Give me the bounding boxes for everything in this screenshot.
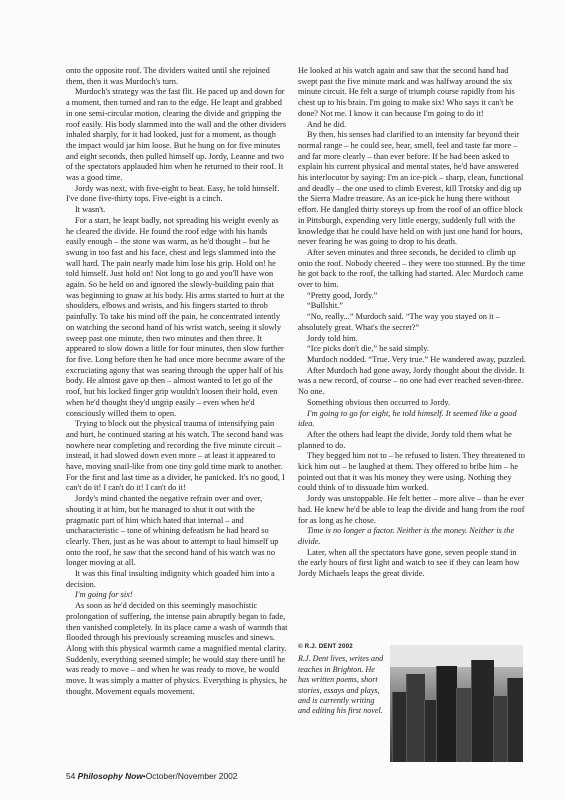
copyright-notice: © R.J. DENT 2002 [298,643,353,650]
paragraph: It wasn't. [75,205,106,215]
paragraph: After Murdoch had gone away, Jordy thought about the divide. It was a new record, of course – no one had ever reached seven-three. No one. [298,365,525,397]
photo-building [456,688,472,762]
paragraph: For a start, he leapt badly, not spreading his weight evenly as he cleared the divide. He found the roof edge with his hands easily enough – the stone was warm, as he'd thought – but he swung in too fast and his face, chest and legs slammed into the wall hard. The pain nearly made him lose his grip. Hold on! he told himself. Just hold on! Not long to go and you'll have won again. So he held on and ignored the slowly-building pain that was beginning to gnaw at his body. His arms started to hurt at the shoulders, elbows and wrists, and his fingers started to throb painfully. To take his mind off the pain, he concentrated intently on watching the second hand of his wrist watch, seeing it slowly sweep past one minute, then two minutes and then three. It appeared to slow down a little for four minutes, then slow further for five. Long before then he had once more become aware of the excruciating agony that was searing through the upper half of his body. He almost gave up then – almost wanted to let go of the roof, but his locked finger grip wouldn't loosen their hold, even when he'd thought they'd ungrip easily – even when he'd consciously willed them to open. [66,215,285,418]
author-bio [298,642,386,717]
issue-date: October/November 2002 [145,771,238,781]
author-bio-text: R.J. Dent lives, writes and teaches in Brighton. He has written poems, short stories, essays and plays, and is currently writing and editing his first novel. [298,654,384,716]
paragraph: “Ice picks don't die,” he said simply. [307,344,429,354]
paragraph: And he did. [307,119,347,129]
page-number: 54 [66,771,76,781]
photo-sky [390,645,523,667]
photo-building [436,666,457,762]
photo-building [471,660,494,762]
paragraph: I'm going to go for eight, he told himself. It seemed like a good idea. [298,408,517,429]
paragraph: After seven minutes and three seconds, he decided to climb up onto the roof. Nobody cheered – they were too stunned. By the time he got back to the roof, the talking had started. Alec Murdoch came over to him. [298,247,526,290]
paragraph: I'm going for six! [75,590,133,600]
magazine-name: Philosophy Now [77,771,143,781]
paragraph: “No, really...” Murdoch said. “The way you stayed on it – absolutely great. What's the secret?” [298,312,500,332]
photo-building [493,696,508,762]
paragraph: Jordy was next, with five-eight to beat. Easy, he told himself. I've done five-thirty tops. Five-eight is a cinch. [66,183,280,204]
paragraph: Murdoch's strategy was the fast flit. He paced up and down for a moment, then turned and ran to the edge. He leapt and grabbed in one semi-circular motion, clearing the divide and gripping the roof easily. His body slammed into the wall and the other dividers inhaled sharply, for it had looked, just for a moment, as though the impact would jar him loose. But he hung on for five minutes and eight seconds, then pulled himself up. Jordy, Leanne and two of the spectators applauded him when he returned to their roof. It was a good time. [66,87,287,183]
paragraph: As soon as he'd decided on this seemingly masochistic prolongation of suffering, the intense pain abruptly began to fade, then vanished completely. In its place came a wash of warmth that flooded through his previously screaming muscles and sinews. Along with this physical warmth came a magnified mental clarity. Suddenly, everything seemed simple; he would stay there until he was ready to move – and when he was ready to move, he would move. It was simply a matter of physics. Everything is physics, he thought. Movement equals movement. [66,601,288,696]
paragraph: “Pretty good, Jordy.” [307,290,378,300]
photo-building [406,674,425,762]
paragraph: Murdoch nodded. “True. Very true.” He wandered away, puzzled. [307,354,526,364]
paragraph: “Bullshit.” [307,301,343,311]
city-skyline-photo [390,645,523,762]
right-text-column [298,66,528,580]
paragraph: Jordy's mind chanted the negative refrain over and over, shouting it at him, but he managed to shut it out with the pragmatic part of him which hated that internal – and uncharacteristic – tone of whining defeatism he had heard so clearly. Then, just as he was about to attempt to haul himself up onto the roof, he saw that the second hand of his watch was no longer moving at all. [66,494,279,568]
paragraph: Something obvious then occurred to Jordy. [307,397,451,407]
photo-building [507,678,523,762]
paragraph: He looked at his watch again and saw that the second hand had swept past the five minute mark and was halfway around the six minute circuit. He felt a surge of triumph course rapidly from his chest up to his brain. I'm going to make six! Who says it can't be done? Not me. I know it can because I'm going to do it! [298,66,515,118]
left-text-column [66,66,288,697]
paragraph: Time is no longer a factor. Neither is the money. Neither is the divide. [298,526,515,546]
paragraph: onto the opposite roof. The dividers waited until she rejoined them, then it was Murdoch's turn. [66,66,270,86]
paragraph: Jordy told him. [307,333,358,343]
paragraph: Jordy was unstoppable. He felt better – more alive – than he ever had. He knew he'd be able to leap the divide and hang from the roof for as long as he chose. [298,494,525,525]
paragraph: By then, his senses had clarified to an intensity far beyond their normal range – he could see, hear, smell, feel and taste far more – and far more clearly – than ever before. If he had been asked to explain his current physical and mental states, he'd have answered his interlocutor by saying: I'm an ice-pick – sharp, clean, functional and deadly – the one used to climb Everest, kill Trotsky and dig up the Sierra Madre treasure. As an ice-pick he hung there without effort. He dangled thirty storeys up from the roof of an office block in Pittsburgh, expending very little energy, suddenly full with the knowledge that he could have held on with just one hand for hours, never fearing he was going to drop to his death. [298,130,524,247]
paragraph: It was this final insulting indignity which goaded him into a decision. [66,569,275,589]
paragraph: Trying to block out the physical trauma of intensifying pain and hurt, he continued staring at his watch. The second hand was nowhere near completing and recording the five minute circuit – instead, it had slowed down even more – at least it appeared to have, moving snail-like from one tiny gold time mark to another. For the first and last time as a divider, he panicked. It's no good, I can't do it! I can't do it! I can't do it! [66,419,285,493]
paragraph: Later, when all the spectators have gone, seven people stand in the early hours of first light and watch to see if they can learn how Jordy Michaels leaps the great divide. [298,547,520,579]
footer-separator: • [142,771,146,781]
paragraph: After the others had leapt the divide, Jordy told them what he planned to do. [298,429,512,450]
paragraph: They begged him not to – he refused to listen. They threatened to kick him out – he laughed at them. They offered to bribe him – he pointed out that it was his money they were using. Nothing they could think of to dissuade him worked. [298,451,525,493]
photo-building [392,692,407,762]
page-footer [66,771,237,781]
